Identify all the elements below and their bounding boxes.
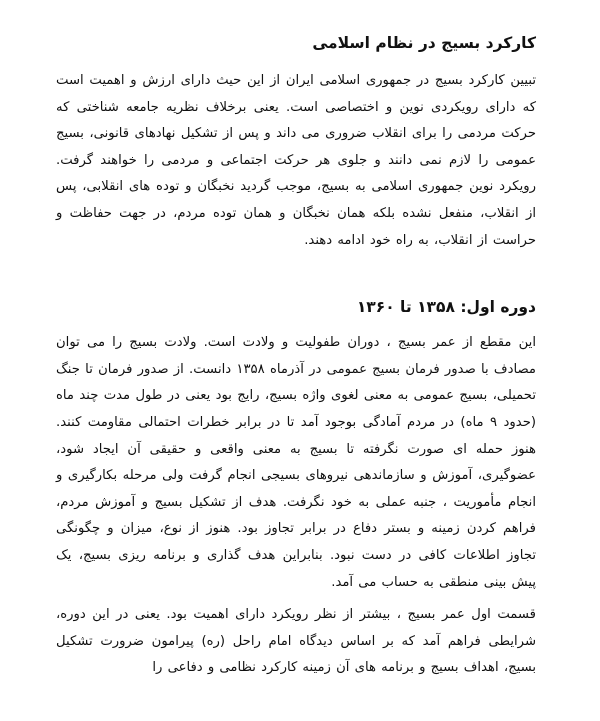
paragraph-first-period: این مقطع از عمر بسیج ، دوران طفولیت و ولادت است. ولادت بسیج را می توان مصادف با صدور فرمان بسیج عمومی در آذرماه ۱۳۵۸ دانست. از صدور فرمان تا جنگ تحمیلی، بسیج عمومی به معنی لغوی واژه بسیج، رایج بود یعنی در طول مدت چند ماه (حدود ۹ ماه) در مردم آمادگی بوجود آمد تا در برابر خطرات احتمالی مقاومت کنند. هنوز حمله ای صورت نگرفته تا بسیج به معنی واقعی و حقیقی آن ایجاد شود، عضوگیری، آموزش و سازماندهی نیروهای بسیجی انجام گرفت ولی مرحله بکارگیری و انجام مأموریت ، جنبه عملی به خود نگرفت. هدف از تشکیل بسیج و آموزش مردم، فراهم کردن زمینه و بستر دفاع در برابر تجاوز بود. هنوز از نوع، میزان و چگونگی تجاوز اطلاعات کافی در دست نبود. بنابراین هدف گذاری و برنامه ریزی بسیج، یک پیش بینی منطقی به حساب می آمد. [56,335,537,590]
paragraph-first-period-continued: قسمت اول عمر بسیج ، بیشتر از نظر رویکرد دارای اهمیت بود. یعنی در این دوره، شرایطی فراهم آمد که بر اساس دیدگاه امام راحل (ره) پیرامون ضرورت تشکیل بسیج، اهداف بسیج و برنامه های آن زمینه کارکرد نظامی و دفاعی را [56,607,536,676]
section-title-first-period: دوره اول: ۱۳۵۸ تا ۱۳۶۰ [356,298,536,317]
section-title-role-of-basij: کارکرد بسیج در نظام اسلامی [312,34,536,52]
paragraph-basij-role: تبیین کارکرد بسیج در جمهوری اسلامی ایران از این حیث دارای ارزش و اهمیت است که دارای رویکردی نوین و اختصاصی است. یعنی برخلاف نظریه جامعه شناختی که حرکت مردمی را برای انقلاب ضروری می داند و پس از تشکیل نهادهای قانونی، بسیج عمومی را لازم نمی دانند و جلوی هر حرکت اجتماعی و مردمی را خواهند گرفت. رویکرد نوین جمهوری اسلامی به بسیج، موجب گردید نخبگان و توده های انقلابی، پس از انقلاب، منفعل نشده بلکه همان نخبگان و همان توده مردم، در جهت حفاظت و حراست از انقلاب، به راه خود ادامه دهند. [56,73,536,248]
